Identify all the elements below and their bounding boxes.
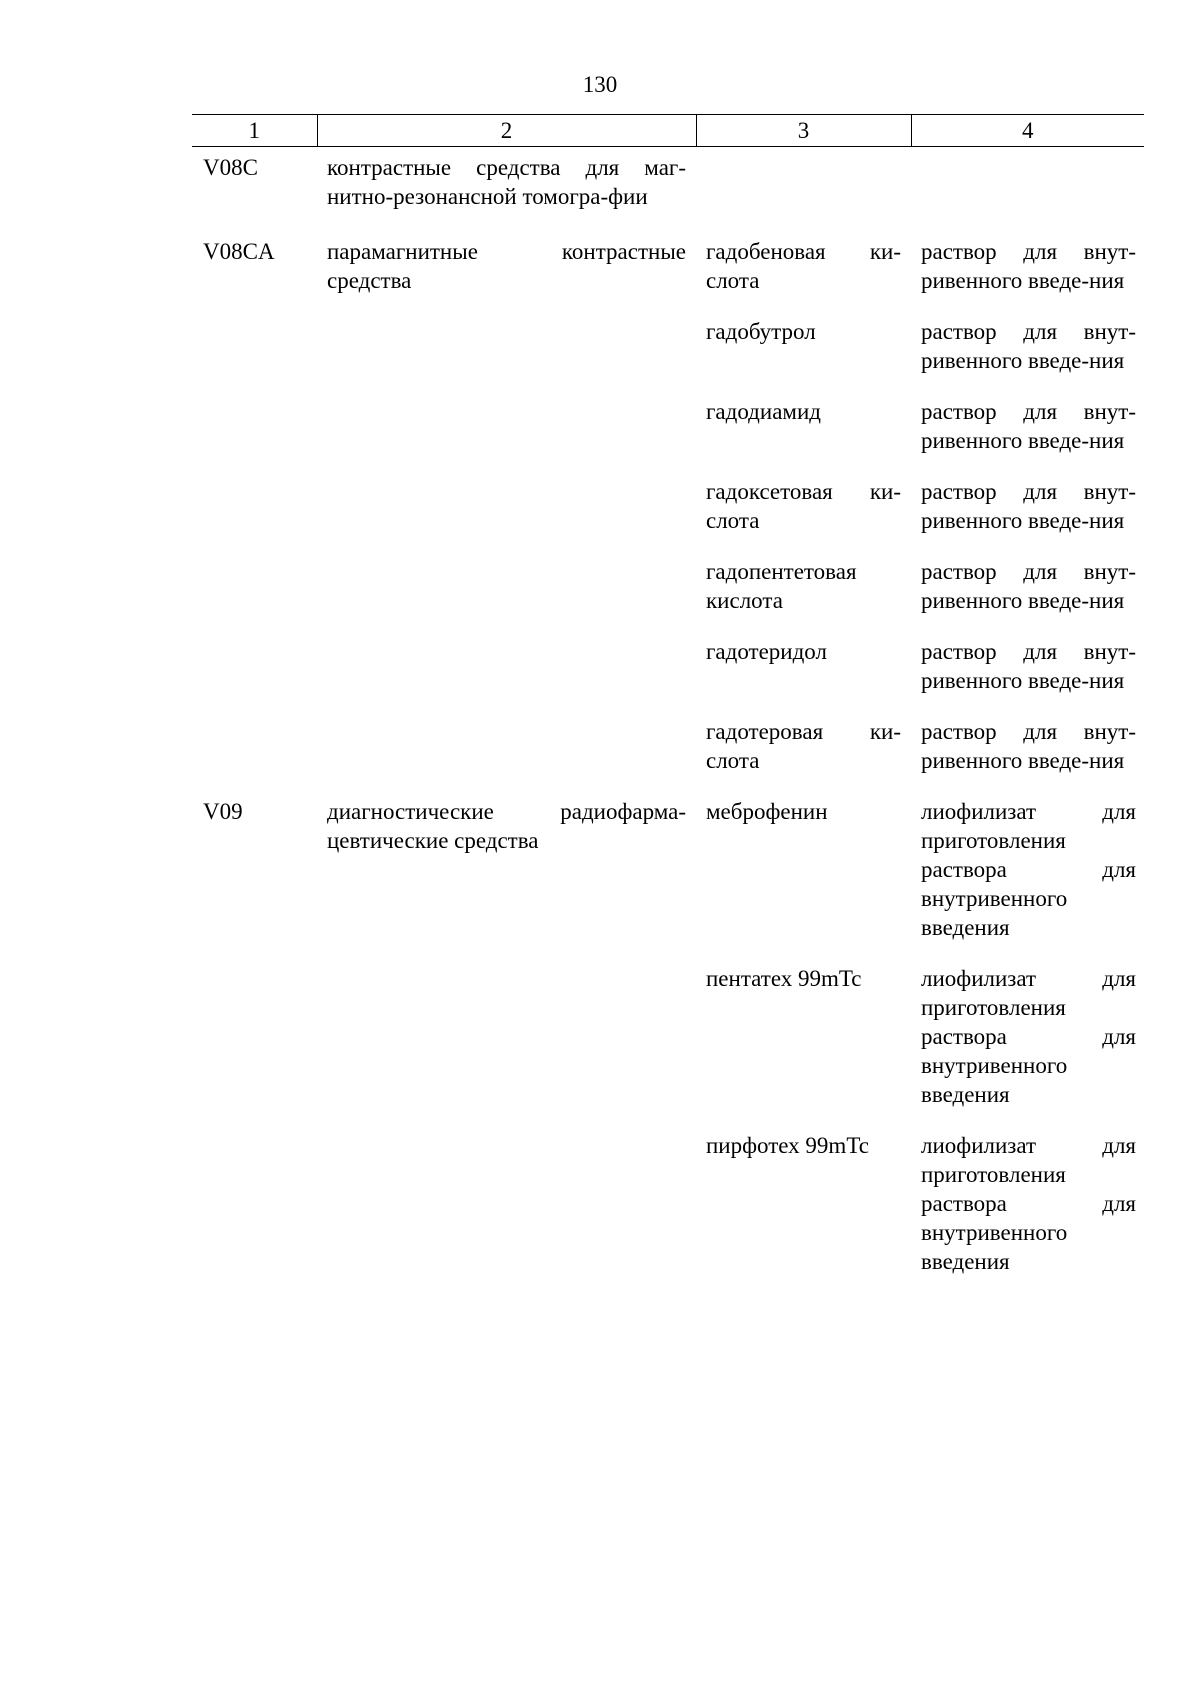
substance-name: гадопентетовая кислота	[706, 559, 857, 613]
group-name	[317, 637, 696, 717]
atc-code	[192, 477, 317, 557]
atc-code	[192, 637, 317, 717]
table-row	[192, 397, 1144, 477]
column-header-3: 3	[696, 115, 911, 147]
dosage-form: лиофилизат для приготовления раствора для внутривенного введения	[921, 1133, 1136, 1274]
atc-code: V08C	[203, 155, 258, 180]
group-name	[317, 477, 696, 557]
table-row	[192, 717, 1144, 797]
atc-code	[192, 317, 317, 397]
table-row	[192, 237, 1144, 317]
dosage-form	[911, 147, 1144, 238]
group-name	[317, 557, 696, 637]
table-row	[192, 637, 1144, 717]
table-row	[192, 797, 1144, 964]
dosage-form: раствор для внут-ривенного введе-ния	[921, 639, 1136, 693]
atc-code	[192, 1131, 317, 1298]
dosage-form: лиофилизат для приготовления раствора для внутривенного введения	[921, 966, 1136, 1107]
atc-code: V08CA	[203, 239, 275, 264]
substance-name: пентатех 99mTc	[706, 966, 862, 991]
table-row	[192, 1131, 1144, 1298]
dosage-form: раствор для внут-ривенного введе-ния	[921, 319, 1136, 373]
atc-code	[192, 557, 317, 637]
group-name	[317, 397, 696, 477]
dosage-form: раствор для внут-ривенного введе-ния	[921, 479, 1136, 533]
atc-code	[192, 964, 317, 1131]
substance-name	[696, 147, 911, 238]
table-row	[192, 477, 1144, 557]
substance-name: гадобеновая ки-слота	[706, 239, 901, 293]
group-name	[317, 317, 696, 397]
substance-name: гадотеридол	[706, 639, 827, 664]
group-name	[317, 717, 696, 797]
column-header-4: 4	[911, 115, 1144, 147]
atc-code	[192, 397, 317, 477]
dosage-form: раствор для внут-ривенного введе-ния	[921, 399, 1136, 453]
column-header-1: 1	[192, 115, 317, 147]
dosage-form: лиофилизат для приготовления раствора для внутривенного введения	[921, 799, 1136, 940]
dosage-form: раствор для внут-ривенного введе-ния	[921, 239, 1136, 293]
atc-code: V09	[203, 799, 243, 824]
group-name: диагностические радиофарма-цевтические средства	[327, 799, 686, 853]
group-name: парамагнитные контрастные средства	[327, 239, 686, 293]
atc-code	[192, 717, 317, 797]
substance-name: меброфенин	[706, 799, 828, 824]
group-name: контрастные средства для маг-нитно-резонансной томогра-фии	[327, 155, 686, 209]
group-name	[317, 1131, 696, 1298]
dosage-form: раствор для внут-ривенного введе-ния	[921, 719, 1136, 773]
dosage-form: раствор для внут-ривенного введе-ния	[921, 559, 1136, 613]
table-row	[192, 964, 1144, 1131]
group-name	[317, 964, 696, 1131]
table-row	[192, 317, 1144, 397]
substance-name: гадоксетовая ки-слота	[706, 479, 901, 533]
drug-table	[192, 114, 1144, 1298]
substance-name: пирфотех 99mTc	[706, 1133, 869, 1158]
substance-name: гадобутрол	[706, 319, 816, 344]
substance-name: гадодиамид	[706, 399, 821, 424]
table-header	[192, 115, 1144, 147]
table-row	[192, 147, 1144, 238]
page-number: 130	[582, 72, 618, 97]
substance-name: гадотеровая ки-слота	[706, 719, 901, 773]
column-header-2: 2	[317, 115, 696, 147]
table-row	[192, 557, 1144, 637]
